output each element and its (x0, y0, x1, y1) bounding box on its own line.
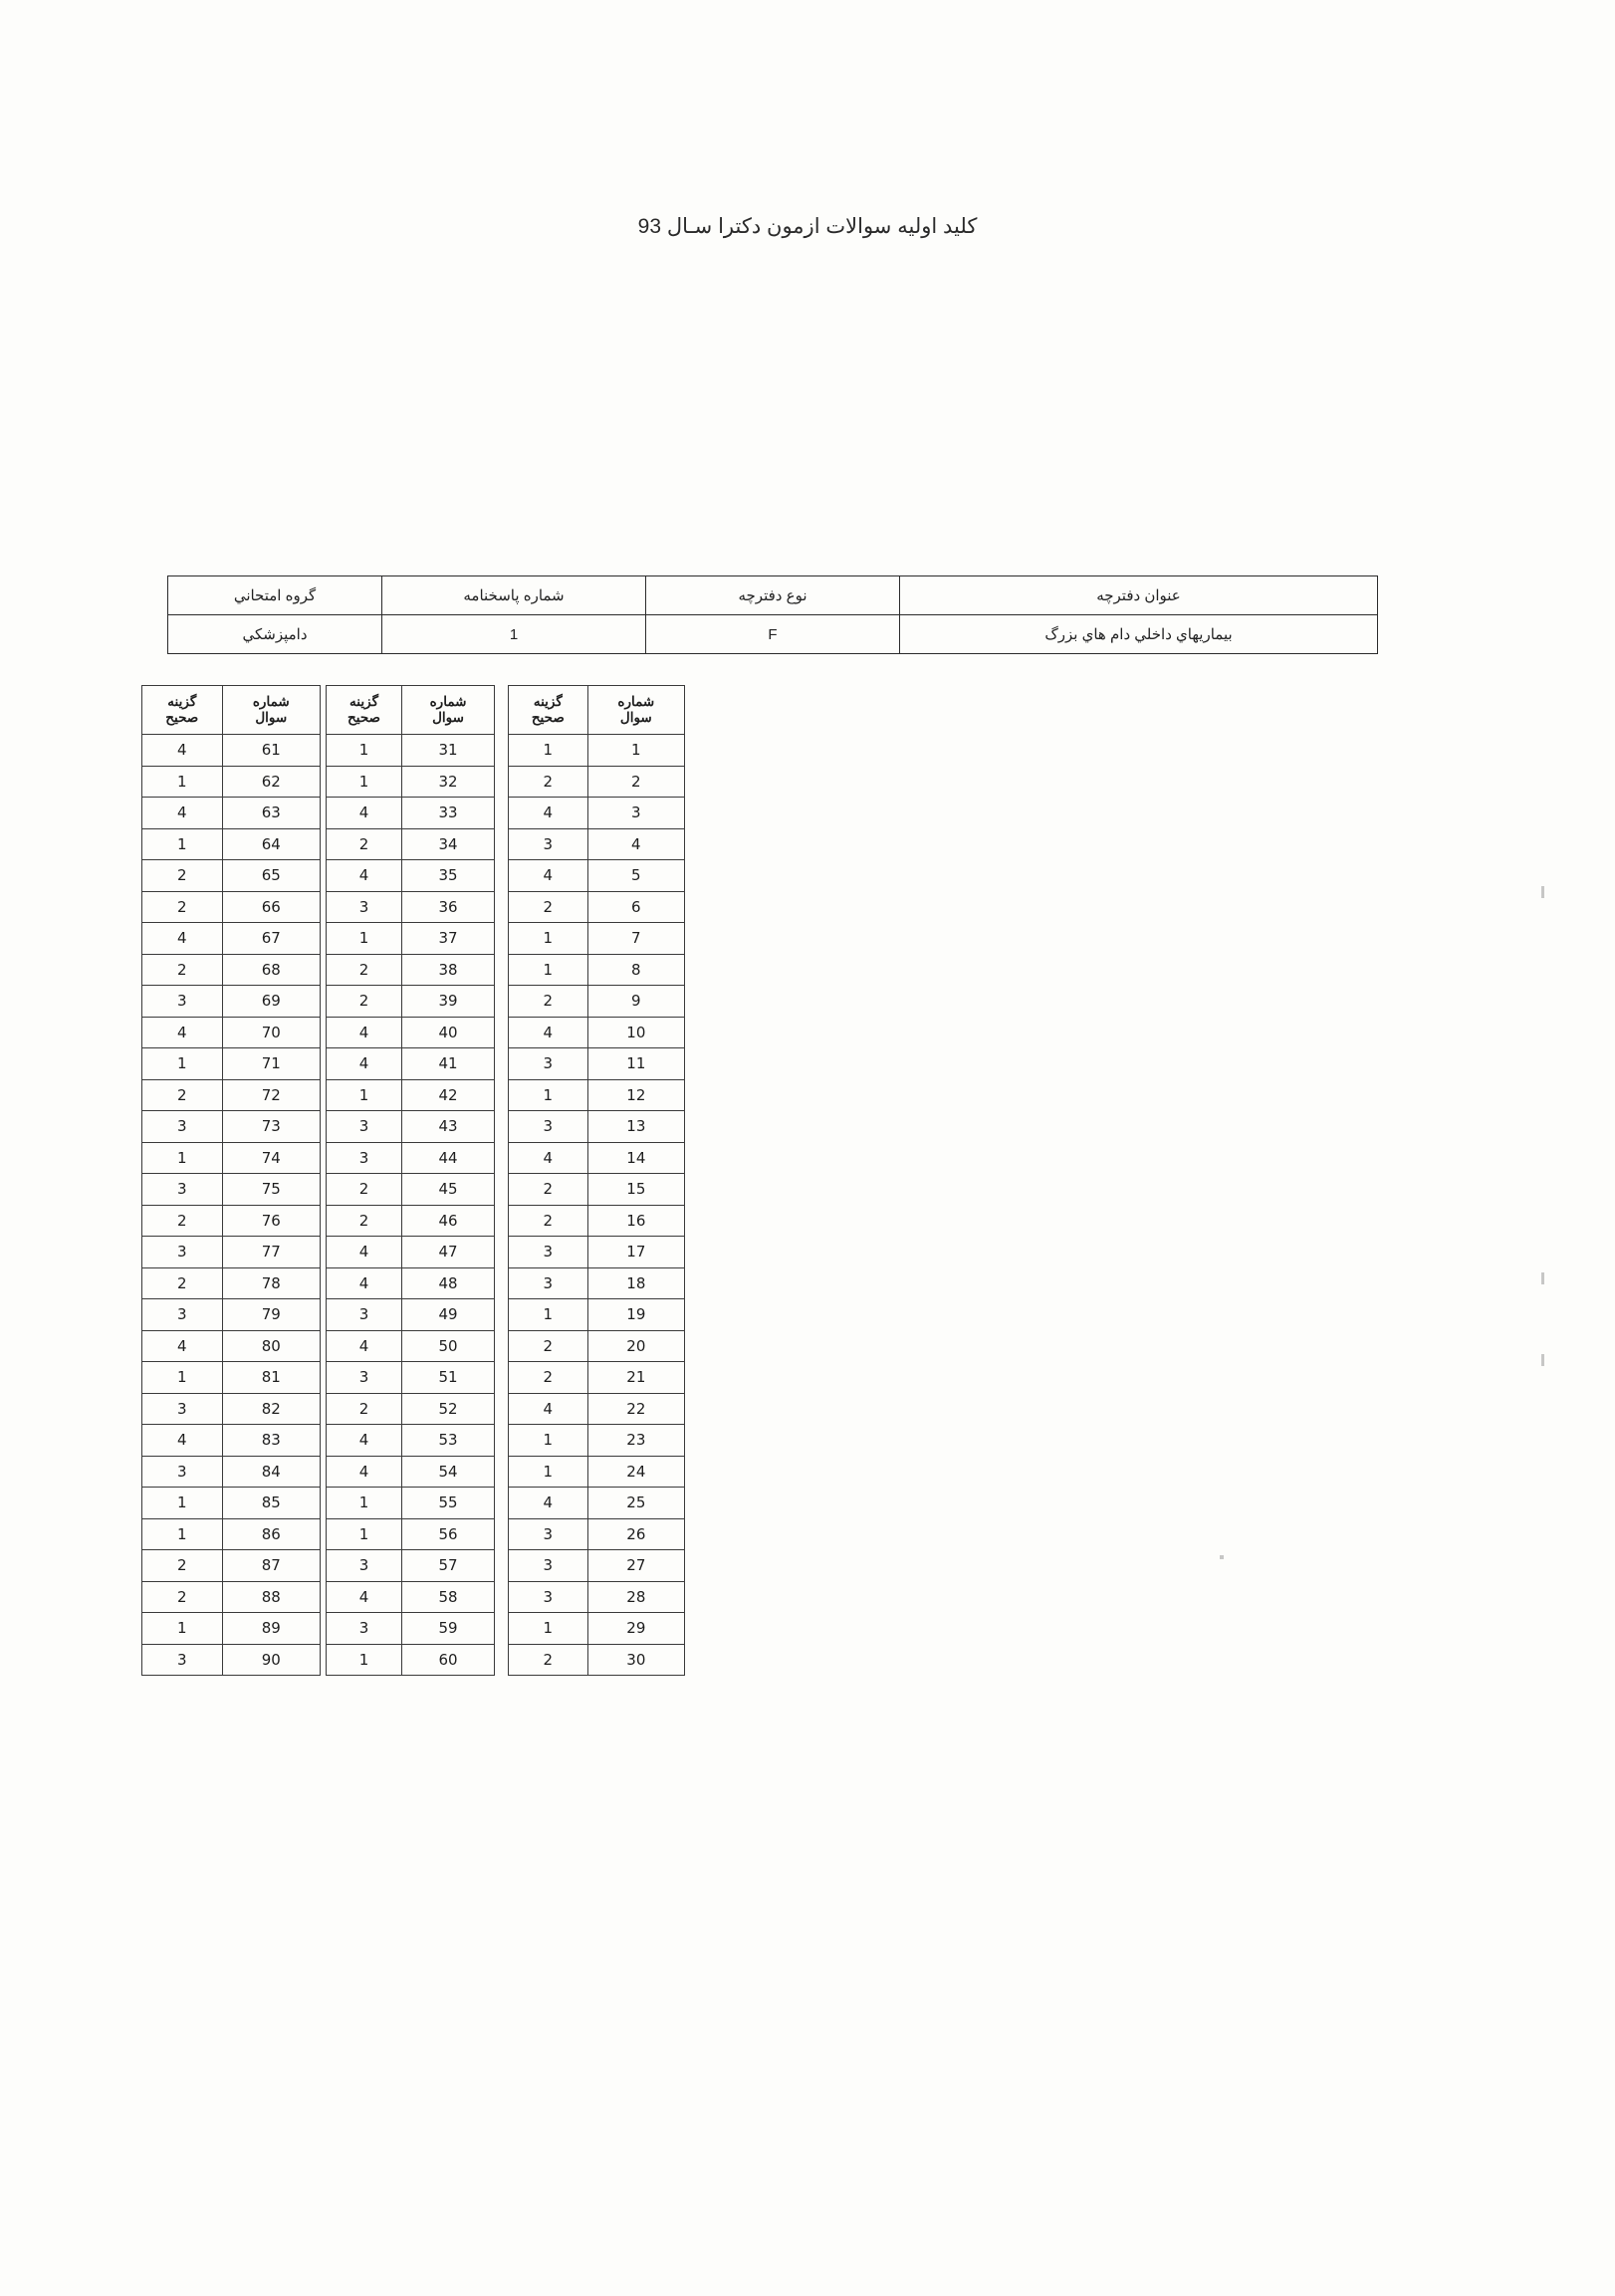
answer-key-block-1-body (509, 735, 685, 1676)
table-row (142, 860, 321, 892)
table-row (509, 986, 685, 1018)
table-row (327, 828, 495, 860)
question-number-cell: 35 (402, 860, 495, 892)
question-number-cell: 59 (402, 1613, 495, 1645)
table-row (509, 1111, 685, 1143)
question-number-cell: 57 (402, 1550, 495, 1582)
table-row (142, 1330, 321, 1362)
table-row (327, 1550, 495, 1582)
question-number-cell: 89 (222, 1613, 320, 1645)
correct-option-cell: 2 (509, 891, 588, 923)
correct-option-cell: 3 (327, 891, 402, 923)
correct-option-cell: 2 (327, 1205, 402, 1237)
correct-option-cell: 1 (509, 1079, 588, 1111)
correct-option-cell: 3 (142, 1393, 223, 1425)
correct-option-cell: 1 (509, 954, 588, 986)
question-number-cell: 15 (587, 1174, 684, 1206)
correct-option-cell: 4 (327, 1425, 402, 1457)
correct-option-cell: 2 (509, 1644, 588, 1676)
correct-option-cell: 1 (327, 735, 402, 767)
correct-option-cell: 2 (142, 1079, 223, 1111)
question-number-cell: 70 (222, 1017, 320, 1048)
question-number-cell: 29 (587, 1613, 684, 1645)
col-header-correct-option: گزينه صحيح (142, 686, 223, 735)
table-row (509, 735, 685, 767)
correct-option-cell: 3 (142, 1111, 223, 1143)
question-number-cell: 43 (402, 1111, 495, 1143)
correct-option-cell: 3 (142, 986, 223, 1018)
question-number-cell: 27 (587, 1550, 684, 1582)
question-number-cell: 79 (222, 1299, 320, 1331)
table-row (142, 1425, 321, 1457)
correct-option-cell: 1 (142, 1488, 223, 1519)
question-number-cell: 28 (587, 1581, 684, 1613)
table-row (142, 1518, 321, 1550)
table-row (327, 735, 495, 767)
correct-option-cell: 2 (509, 1362, 588, 1394)
table-row (327, 923, 495, 955)
page-title: كليد اوليه سوالات ازمون دكترا سـال 93 (637, 215, 978, 238)
table-row (327, 1267, 495, 1299)
correct-option-cell: 2 (142, 1267, 223, 1299)
table-row (509, 1237, 685, 1268)
correct-option-cell: 3 (142, 1456, 223, 1488)
table-row (509, 1267, 685, 1299)
correct-option-cell: 2 (509, 1205, 588, 1237)
table-row (142, 1174, 321, 1206)
question-number-cell: 85 (222, 1488, 320, 1519)
table-row (142, 1613, 321, 1645)
question-number-cell: 45 (402, 1174, 495, 1206)
correct-option-cell: 1 (509, 1613, 588, 1645)
table-row (142, 1581, 321, 1613)
correct-option-cell: 2 (142, 891, 223, 923)
correct-option-cell: 3 (509, 1581, 588, 1613)
header-answer-sheet-number: شماره پاسخنامه (382, 576, 646, 615)
question-number-cell: 5 (587, 860, 684, 892)
correct-option-cell: 1 (327, 1079, 402, 1111)
col-header-correct-option: گزينه صحيح (509, 686, 588, 735)
correct-option-cell: 4 (327, 1581, 402, 1613)
answer-key-block-3-body (142, 735, 321, 1676)
correct-option-cell: 3 (327, 1550, 402, 1582)
correct-option-cell: 4 (142, 1017, 223, 1048)
question-number-cell: 21 (587, 1362, 684, 1394)
question-number-cell: 83 (222, 1425, 320, 1457)
correct-option-cell: 2 (142, 1205, 223, 1237)
correct-option-cell: 3 (327, 1299, 402, 1331)
question-number-cell: 84 (222, 1456, 320, 1488)
correct-option-cell: 3 (327, 1111, 402, 1143)
correct-option-cell: 2 (327, 954, 402, 986)
table-row (327, 1330, 495, 1362)
scan-artifact (1541, 1272, 1544, 1284)
question-number-cell: 7 (587, 923, 684, 955)
table-row (327, 860, 495, 892)
table-row (142, 954, 321, 986)
table-row (327, 1205, 495, 1237)
table-row (142, 1488, 321, 1519)
question-number-cell: 22 (587, 1393, 684, 1425)
correct-option-cell: 1 (327, 923, 402, 955)
value-booklet-type: F (646, 615, 900, 654)
table-row (327, 1048, 495, 1080)
table-row (327, 1142, 495, 1174)
col-header-question-number: شماره سوال (402, 686, 495, 735)
table-row (509, 860, 685, 892)
table-row (509, 923, 685, 955)
header-exam-group: گروه امتحاني (168, 576, 382, 615)
table-row (142, 798, 321, 829)
correct-option-cell: 4 (509, 1017, 588, 1048)
value-answer-sheet-number: 1 (382, 615, 646, 654)
table-row (327, 798, 495, 829)
correct-option-cell: 1 (509, 1425, 588, 1457)
answer-key-block-2-body (327, 735, 495, 1676)
correct-option-cell: 3 (142, 1237, 223, 1268)
value-booklet-title: بيماريهاي داخلي دام هاي بزرگ (900, 615, 1378, 654)
correct-option-cell: 4 (509, 860, 588, 892)
correct-option-cell: 4 (327, 1048, 402, 1080)
question-number-cell: 86 (222, 1518, 320, 1550)
question-number-cell: 90 (222, 1644, 320, 1676)
correct-option-cell: 4 (142, 798, 223, 829)
correct-option-cell: 3 (509, 1048, 588, 1080)
correct-option-cell: 3 (142, 1174, 223, 1206)
table-row (142, 735, 321, 767)
correct-option-cell: 2 (142, 860, 223, 892)
table-row (509, 954, 685, 986)
question-number-cell: 19 (587, 1299, 684, 1331)
question-number-cell: 81 (222, 1362, 320, 1394)
correct-option-cell: 2 (327, 828, 402, 860)
table-row (142, 766, 321, 798)
table-row (142, 1299, 321, 1331)
table-row (142, 1142, 321, 1174)
table-row (327, 891, 495, 923)
table-row (142, 1362, 321, 1394)
correct-option-cell: 3 (509, 1550, 588, 1582)
scan-artifact (1220, 1555, 1224, 1559)
table-row (509, 1425, 685, 1457)
question-number-cell: 77 (222, 1237, 320, 1268)
table-row (142, 923, 321, 955)
question-number-cell: 50 (402, 1330, 495, 1362)
correct-option-cell: 1 (509, 923, 588, 955)
table-row (509, 1488, 685, 1519)
question-number-cell: 31 (402, 735, 495, 767)
table-row (509, 1518, 685, 1550)
correct-option-cell: 3 (327, 1362, 402, 1394)
value-exam-group: دامپزشكي (168, 615, 382, 654)
table-row (327, 1644, 495, 1676)
table-row (142, 1267, 321, 1299)
question-number-cell: 60 (402, 1644, 495, 1676)
question-number-cell: 87 (222, 1550, 320, 1582)
table-row (509, 1644, 685, 1676)
question-number-cell: 2 (587, 766, 684, 798)
table-row (509, 1362, 685, 1394)
correct-option-cell: 2 (327, 1393, 402, 1425)
question-number-cell: 12 (587, 1079, 684, 1111)
correct-option-cell: 1 (509, 1456, 588, 1488)
correct-option-cell: 3 (327, 1142, 402, 1174)
question-number-cell: 44 (402, 1142, 495, 1174)
question-number-cell: 51 (402, 1362, 495, 1394)
question-number-cell: 69 (222, 986, 320, 1018)
question-number-cell: 75 (222, 1174, 320, 1206)
question-number-cell: 26 (587, 1518, 684, 1550)
question-number-cell: 49 (402, 1299, 495, 1331)
question-number-cell: 68 (222, 954, 320, 986)
question-number-cell: 33 (402, 798, 495, 829)
question-number-cell: 64 (222, 828, 320, 860)
table-row (327, 1237, 495, 1268)
correct-option-cell: 2 (327, 1174, 402, 1206)
question-number-cell: 30 (587, 1644, 684, 1676)
question-number-cell: 47 (402, 1237, 495, 1268)
question-number-cell: 25 (587, 1488, 684, 1519)
question-number-cell: 62 (222, 766, 320, 798)
question-number-cell: 55 (402, 1488, 495, 1519)
question-number-cell: 41 (402, 1048, 495, 1080)
table-row (509, 1048, 685, 1080)
correct-option-cell: 2 (509, 986, 588, 1018)
question-number-cell: 58 (402, 1581, 495, 1613)
question-number-cell: 3 (587, 798, 684, 829)
table-row (509, 1581, 685, 1613)
col-header-correct-option: گزينه صحيح (327, 686, 402, 735)
table-row (142, 1205, 321, 1237)
table-row (509, 1393, 685, 1425)
question-number-cell: 72 (222, 1079, 320, 1111)
table-row (509, 1017, 685, 1048)
correct-option-cell: 2 (509, 1330, 588, 1362)
table-row (327, 1299, 495, 1331)
question-number-cell: 24 (587, 1456, 684, 1488)
table-row (327, 954, 495, 986)
question-number-cell: 16 (587, 1205, 684, 1237)
table-row (327, 1111, 495, 1143)
question-number-cell: 1 (587, 735, 684, 767)
question-number-cell: 37 (402, 923, 495, 955)
question-number-cell: 52 (402, 1393, 495, 1425)
question-number-cell: 71 (222, 1048, 320, 1080)
table-row (327, 1393, 495, 1425)
table-row (327, 1488, 495, 1519)
table-row (509, 828, 685, 860)
header-booklet-title: عنوان دفترچه (900, 576, 1378, 615)
question-number-cell: 74 (222, 1142, 320, 1174)
question-number-cell: 32 (402, 766, 495, 798)
table-row (509, 798, 685, 829)
table-row (509, 1142, 685, 1174)
table-row (327, 1456, 495, 1488)
correct-option-cell: 4 (327, 798, 402, 829)
correct-option-cell: 3 (327, 1613, 402, 1645)
question-number-cell: 73 (222, 1111, 320, 1143)
correct-option-cell: 2 (142, 954, 223, 986)
question-number-cell: 34 (402, 828, 495, 860)
correct-option-cell: 4 (509, 798, 588, 829)
col-header-question-number: شماره سوال (222, 686, 320, 735)
correct-option-cell: 3 (509, 1518, 588, 1550)
correct-option-cell: 3 (142, 1299, 223, 1331)
correct-option-cell: 4 (142, 923, 223, 955)
table-row (509, 1299, 685, 1331)
correct-option-cell: 4 (327, 1267, 402, 1299)
table-row (142, 1111, 321, 1143)
question-number-cell: 82 (222, 1393, 320, 1425)
table-row (509, 1550, 685, 1582)
question-number-cell: 39 (402, 986, 495, 1018)
table-row (142, 891, 321, 923)
table-row (142, 1079, 321, 1111)
table-row (509, 1330, 685, 1362)
table-row (142, 1550, 321, 1582)
scan-artifact (1541, 1354, 1544, 1366)
correct-option-cell: 1 (142, 1142, 223, 1174)
question-number-cell: 10 (587, 1017, 684, 1048)
question-number-cell: 14 (587, 1142, 684, 1174)
table-row (509, 1205, 685, 1237)
correct-option-cell: 3 (142, 1644, 223, 1676)
question-number-cell: 23 (587, 1425, 684, 1457)
table-row (509, 1456, 685, 1488)
question-number-cell: 40 (402, 1017, 495, 1048)
correct-option-cell: 1 (327, 1488, 402, 1519)
correct-option-cell: 4 (509, 1142, 588, 1174)
question-number-cell: 13 (587, 1111, 684, 1143)
table-row (327, 1613, 495, 1645)
table-row (327, 1079, 495, 1111)
question-number-cell: 54 (402, 1456, 495, 1488)
table-row (327, 1174, 495, 1206)
table-row (327, 1017, 495, 1048)
question-number-cell: 76 (222, 1205, 320, 1237)
table-row (142, 828, 321, 860)
table-row (142, 1017, 321, 1048)
correct-option-cell: 4 (142, 1330, 223, 1362)
question-number-cell: 42 (402, 1079, 495, 1111)
question-number-cell: 6 (587, 891, 684, 923)
table-row (142, 1237, 321, 1268)
question-number-cell: 4 (587, 828, 684, 860)
answer-key-block-1 (508, 685, 685, 1676)
question-number-cell: 63 (222, 798, 320, 829)
correct-option-cell: 1 (142, 1613, 223, 1645)
question-number-cell: 17 (587, 1237, 684, 1268)
correct-option-cell: 1 (142, 1048, 223, 1080)
question-number-cell: 67 (222, 923, 320, 955)
correct-option-cell: 2 (142, 1550, 223, 1582)
question-number-cell: 46 (402, 1205, 495, 1237)
question-number-cell: 88 (222, 1581, 320, 1613)
correct-option-cell: 3 (509, 1237, 588, 1268)
question-number-cell: 56 (402, 1518, 495, 1550)
correct-option-cell: 4 (327, 1237, 402, 1268)
table-row (142, 1644, 321, 1676)
question-number-cell: 8 (587, 954, 684, 986)
col-header-question-number: شماره سوال (587, 686, 684, 735)
answer-key-block-2 (326, 685, 495, 1676)
question-number-cell: 11 (587, 1048, 684, 1080)
table-row (327, 986, 495, 1018)
correct-option-cell: 4 (509, 1393, 588, 1425)
question-number-cell: 53 (402, 1425, 495, 1457)
question-number-cell: 66 (222, 891, 320, 923)
correct-option-cell: 1 (142, 1518, 223, 1550)
question-number-cell: 65 (222, 860, 320, 892)
correct-option-cell: 1 (327, 1518, 402, 1550)
correct-option-cell: 1 (142, 766, 223, 798)
correct-option-cell: 3 (509, 1111, 588, 1143)
correct-option-cell: 4 (327, 1017, 402, 1048)
table-row (509, 1613, 685, 1645)
table-row (142, 1456, 321, 1488)
table-row (142, 1393, 321, 1425)
question-number-cell: 20 (587, 1330, 684, 1362)
header-booklet-type: نوع دفترچه (646, 576, 900, 615)
table-row (509, 1079, 685, 1111)
table-row (142, 986, 321, 1018)
correct-option-cell: 1 (142, 828, 223, 860)
correct-option-cell: 2 (142, 1581, 223, 1613)
table-row (509, 766, 685, 798)
answer-key-block-3 (141, 685, 321, 1676)
correct-option-cell: 4 (327, 1456, 402, 1488)
question-number-cell: 9 (587, 986, 684, 1018)
correct-option-cell: 4 (327, 1330, 402, 1362)
correct-option-cell: 3 (509, 1267, 588, 1299)
question-number-cell: 78 (222, 1267, 320, 1299)
table-row (327, 1362, 495, 1394)
question-number-cell: 38 (402, 954, 495, 986)
table-row (327, 1425, 495, 1457)
booklet-info-table (167, 575, 1378, 654)
correct-option-cell: 2 (327, 986, 402, 1018)
table-row (327, 766, 495, 798)
correct-option-cell: 4 (142, 735, 223, 767)
question-number-cell: 36 (402, 891, 495, 923)
question-number-cell: 61 (222, 735, 320, 767)
correct-option-cell: 1 (327, 766, 402, 798)
table-row (509, 1174, 685, 1206)
correct-option-cell: 3 (509, 828, 588, 860)
correct-option-cell: 2 (509, 766, 588, 798)
question-number-cell: 48 (402, 1267, 495, 1299)
correct-option-cell: 1 (509, 1299, 588, 1331)
correct-option-cell: 4 (509, 1488, 588, 1519)
question-number-cell: 80 (222, 1330, 320, 1362)
correct-option-cell: 4 (142, 1425, 223, 1457)
correct-option-cell: 4 (327, 860, 402, 892)
correct-option-cell: 1 (142, 1362, 223, 1394)
correct-option-cell: 2 (509, 1174, 588, 1206)
table-row (142, 1048, 321, 1080)
question-number-cell: 18 (587, 1267, 684, 1299)
table-row (327, 1581, 495, 1613)
correct-option-cell: 1 (509, 735, 588, 767)
scan-artifact (1541, 886, 1544, 898)
table-row (509, 891, 685, 923)
correct-option-cell: 1 (327, 1644, 402, 1676)
table-row (327, 1518, 495, 1550)
